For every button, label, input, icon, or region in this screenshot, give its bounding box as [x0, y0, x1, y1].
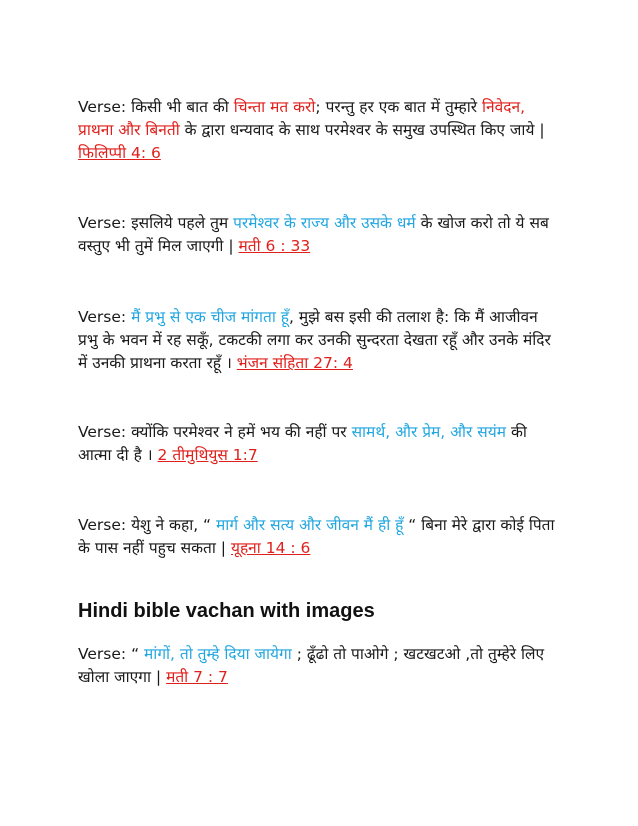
verse-reference-link[interactable]: 2 तीमुथियुस 1:7 [157, 446, 258, 464]
verse-text: “ बिना मेरे द्वारा कोई पिता के पास नहीं पहुच सकता | [78, 516, 555, 557]
verse-1 [78, 96, 558, 165]
highlight-blue: मार्ग और सत्य और जीवन मैं ही हूँ [216, 516, 404, 534]
verse-4 [78, 421, 558, 467]
verse-reference-link[interactable]: भंजन संहिता 27: 4 [236, 354, 353, 372]
verse-text: Verse: “ [78, 645, 145, 663]
highlight-red: निवेदन, प्राथना और बिनती [78, 98, 526, 139]
section-heading: Hindi bible vachan with images [78, 600, 375, 622]
verse-3 [78, 306, 558, 375]
verse-2 [78, 212, 558, 258]
verse-reference-link[interactable]: मती 7 : 7 [166, 668, 228, 686]
highlight-red: चिन्ता मत करो [233, 98, 316, 116]
verse-reference-link[interactable]: मती 6 : 33 [238, 237, 311, 255]
verse-text: की आत्मा दी है । [78, 423, 527, 464]
verse-reference-link[interactable]: फिलिप्पी 4: 6 [78, 144, 161, 162]
verse-text: Verse: [78, 308, 132, 326]
verse-6 [78, 643, 558, 689]
verse-text: , मुझे बस इसी की तलाश है: कि मैं आजीवन प्रभु के भवन में रह सकूँ, टकटकी लगा कर उनकी सुन्दरता देखता रहूँ और उनके मंदिर में उनकी प्राथना करता रहूँ । [78, 308, 551, 372]
verse-text: ; परन्तु हर एक बात में तुम्हारे [315, 98, 483, 116]
verse-text: Verse: येशु ने कहा, “ [78, 516, 217, 534]
verse-text: Verse: किसी भी बात की [78, 98, 234, 116]
verse-text: Verse: इसलिये पहले तुम [78, 214, 234, 232]
verse-text: के द्वारा धन्यवाद के साथ परमेश्वर के समुख उपस्थित किए जाये | [179, 121, 545, 139]
highlight-blue: सामर्थ, और प्रेम, और सयंम [351, 423, 507, 441]
verse-reference-link[interactable]: यूहना 14 : 6 [230, 539, 311, 557]
highlight-blue: परमेश्वर के राज्य और उसके धर्म [233, 214, 416, 232]
verse-text: Verse: क्योंकि परमेश्वर ने हमें भय की नहीं पर [78, 423, 352, 441]
verse-5 [78, 514, 558, 560]
highlight-blue: मांगों, तो तुम्हे दिया जायेगा [144, 645, 292, 663]
verse-text: ; ढूँढो तो पाओगे ; खटखटओ ,तो तुम्हेरे लिए खोला जाएगा | [78, 645, 545, 686]
highlight-blue: मैं प्रभु से एक चीज मांगता हूँ [131, 308, 290, 326]
verse-text: के खोज करो तो ये सब वस्तुए भी तुमें मिल जाएगी | [78, 214, 549, 255]
